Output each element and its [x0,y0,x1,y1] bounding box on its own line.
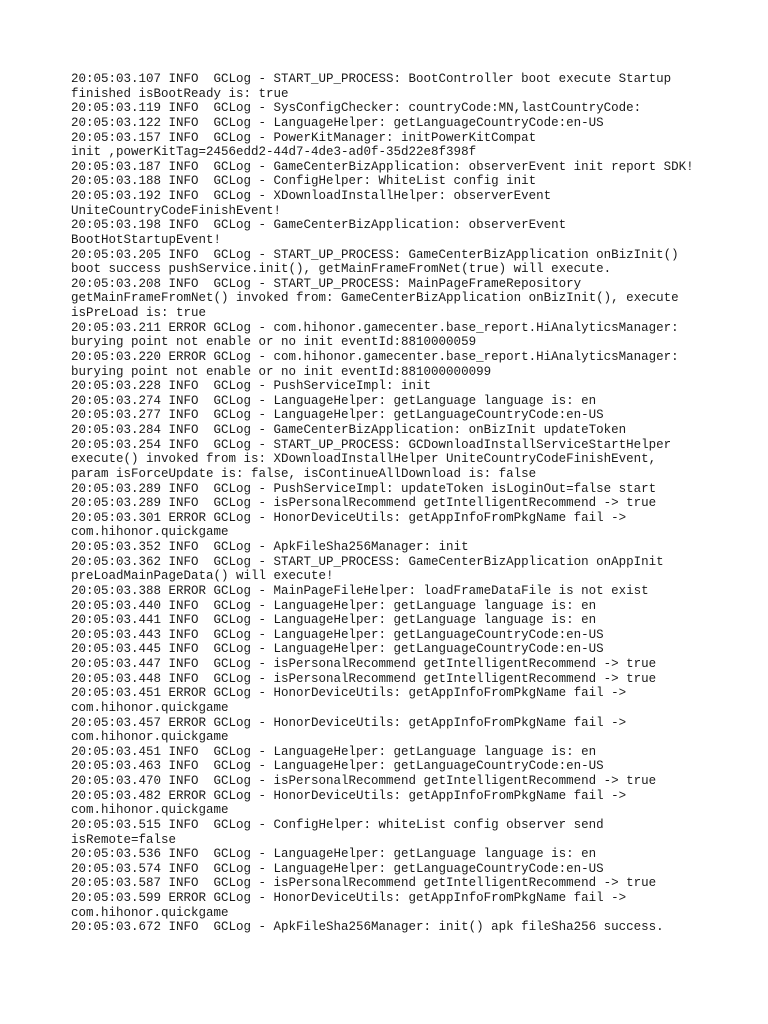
log-line: 20:05:03.289 INFO GCLog - isPersonalRecommend getIntelligentRecommend -> true [71,496,657,511]
log-line: com.hihonor.quickgame [71,730,229,745]
log-line: 20:05:03.192 INFO GCLog - XDownloadInstallHelper: observerEvent [71,189,552,203]
log-line: 20:05:03.599 ERROR GCLog - HonorDeviceUtils: getAppInfoFromPkgName fail -> [71,891,627,905]
log-line: 20:05:03.157 INFO GCLog - PowerKitManager: initPowerKitCompat [71,130,537,145]
log-line: 20:05:03.451 INFO GCLog - LanguageHelper: getLanguage language is: en [71,744,597,759]
log-line: 20:05:03.482 ERROR GCLog - HonorDeviceUtils: getAppInfoFromPkgName fail -> [71,788,627,803]
log-line: 20:05:03.536 INFO GCLog - LanguageHelper: getLanguage language is: en [71,847,597,862]
log-line: com.hihonor.quickgame [71,905,229,920]
log-line: getMainFrameFromNet() invoked from: GameCenterBizApplication onBizInit(), execute [71,291,679,306]
log-line: 20:05:03.228 INFO GCLog - PushServiceImpl: init [71,379,432,394]
log-line: 20:05:03.284 INFO GCLog - GameCenterBizApplication: onBizInit updateToken [71,423,627,437]
log-line: 20:05:03.362 INFO GCLog - START_UP_PROCESS: GameCenterBizApplication onAppInit [71,554,664,569]
log-line: 20:05:03.211 ERROR GCLog - com.hihonor.gamecenter.base_report.HiAnalyticsManager: [71,320,679,335]
log-line: 20:05:03.187 INFO GCLog - GameCenterBizApplication: observerEvent init report SDK! [71,159,694,174]
log-line: 20:05:03.463 INFO GCLog - LanguageHelper: getLanguageCountryCode:en-US [71,759,604,774]
log-line: 20:05:03.352 INFO GCLog - ApkFileSha256Manager: init [71,540,469,554]
log-line: com.hihonor.quickgame [71,525,229,540]
log-line: 20:05:03.574 INFO GCLog - LanguageHelper: getLanguageCountryCode:en-US [71,861,604,876]
log-line: com.hihonor.quickgame [71,803,229,818]
log-line: 20:05:03.388 ERROR GCLog - MainPageFileHelper: loadFrameDataFile is not exist [71,583,649,598]
log-line: 20:05:03.445 INFO GCLog - LanguageHelper: getLanguageCountryCode:en-US [71,642,604,657]
log-line: isRemote=false [71,832,177,847]
log-line: com.hihonor.quickgame [71,700,229,715]
log-line: init ,powerKitTag=2456edd2-44d7-4de3-ad0f-35d22e8f398f [71,145,477,160]
log-line: UniteCountryCodeFinishEvent! [71,203,282,218]
log-line: 20:05:03.289 INFO GCLog - PushServiceImpl: updateToken isLoginOut=false start [71,481,657,496]
log-line: 20:05:03.254 INFO GCLog - START_UP_PROCESS: GCDownloadInstallServiceStartHelper [71,437,672,452]
log-line: finished isBootReady is: true [71,86,289,101]
log-line: 20:05:03.220 ERROR GCLog - com.hihonor.gamecenter.base_report.HiAnalyticsManager: [71,349,679,364]
log-line: 20:05:03.440 INFO GCLog - LanguageHelper: getLanguage language is: en [71,598,597,613]
log-line: BootHotStartupEvent! [71,232,222,247]
log-line: 20:05:03.443 INFO GCLog - LanguageHelper: getLanguageCountryCode:en-US [71,627,604,642]
log-line: 20:05:03.208 INFO GCLog - START_UP_PROCESS: MainPageFrameRepository [71,276,582,291]
log-line: boot success pushService.init(), getMainFrameFromNet(true) will execute. [71,262,612,277]
log-line: 20:05:03.448 INFO GCLog - isPersonalRecommend getIntelligentRecommend -> true [71,671,657,686]
log-line: 20:05:03.277 INFO GCLog - LanguageHelper: getLanguageCountryCode:en-US [71,408,604,423]
log-line: 20:05:03.188 INFO GCLog - ConfigHelper: WhiteList config init [71,174,537,189]
log-line: isPreLoad is: true [71,306,207,320]
log-line: 20:05:03.672 INFO GCLog - ApkFileSha256Manager: init() apk fileSha256 success. [71,920,664,935]
log-line: 20:05:03.122 INFO GCLog - LanguageHelper: getLanguageCountryCode:en-US [71,115,604,130]
log-line: 20:05:03.451 ERROR GCLog - HonorDeviceUtils: getAppInfoFromPkgName fail -> [71,686,627,701]
log-line: burying point not enable or no init eventId:881000000099 [71,364,492,379]
log-line: 20:05:03.119 INFO GCLog - SysConfigChecker: countryCode:MN,lastCountryCode: [71,101,642,116]
log-line: 20:05:03.457 ERROR GCLog - HonorDeviceUtils: getAppInfoFromPkgName fail -> [71,715,627,730]
log-line: param isForceUpdate is: false, isContinueAllDownload is: false [71,466,537,481]
log-line: execute() invoked from is: XDownloadInstallHelper UniteCountryCodeFinishEvent, [71,452,657,467]
log-line: 20:05:03.470 INFO GCLog - isPersonalRecommend getIntelligentRecommend -> true [71,774,657,788]
log-text-body [71,72,711,935]
log-line: preLoadMainPageData() will execute! [71,569,334,584]
log-line: 20:05:03.587 INFO GCLog - isPersonalRecommend getIntelligentRecommend -> true [71,876,657,891]
log-line: burying point not enable or no init eventId:8810000059 [71,335,477,350]
log-line: 20:05:03.107 INFO GCLog - START_UP_PROCESS: BootController boot execute Startup [71,72,672,86]
log-line: 20:05:03.441 INFO GCLog - LanguageHelper: getLanguage language is: en [71,613,597,628]
log-line: 20:05:03.198 INFO GCLog - GameCenterBizApplication: observerEvent [71,218,567,233]
log-line: 20:05:03.447 INFO GCLog - isPersonalRecommend getIntelligentRecommend -> true [71,657,657,671]
log-line: 20:05:03.274 INFO GCLog - LanguageHelper: getLanguage language is: en [71,393,597,408]
log-line: 20:05:03.301 ERROR GCLog - HonorDeviceUtils: getAppInfoFromPkgName fail -> [71,510,627,525]
log-line: 20:05:03.205 INFO GCLog - START_UP_PROCESS: GameCenterBizApplication onBizInit() [71,247,679,262]
log-line: 20:05:03.515 INFO GCLog - ConfigHelper: whiteList config observer send [71,817,604,832]
